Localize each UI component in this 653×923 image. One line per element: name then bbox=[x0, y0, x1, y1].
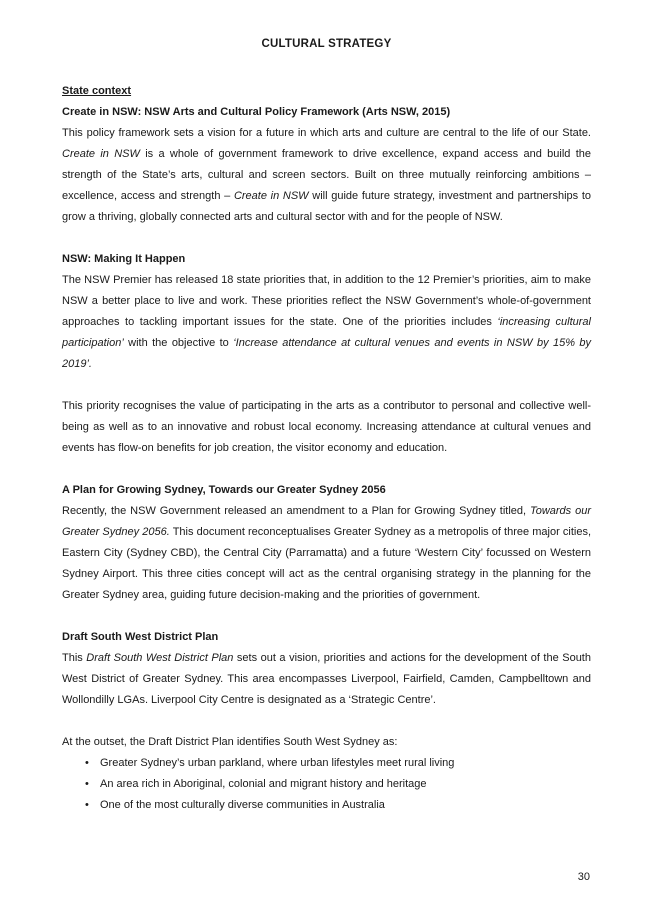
spacer bbox=[62, 711, 591, 732]
list-item-text: Greater Sydney’s urban parkland, where urban lifestyles meet rural living bbox=[100, 757, 455, 769]
section-making-it-happen bbox=[62, 249, 591, 459]
spacer bbox=[62, 228, 591, 249]
italic-title: Draft South West District Plan bbox=[86, 652, 234, 664]
list-item bbox=[62, 753, 591, 774]
italic-quote: ‘increasing cultural participation’ bbox=[62, 316, 591, 349]
italic-title: Towards our Greater Sydney 2056. bbox=[62, 505, 591, 538]
section-heading: A Plan for Growing Sydney, Towards our Greater Sydney 2056 bbox=[62, 484, 386, 496]
bullet-icon: • bbox=[85, 778, 89, 790]
text-run: This policy framework sets a vision for a future in which arts and culture are central to the life of our State. bbox=[62, 127, 591, 139]
text-run: with the objective to bbox=[123, 337, 234, 349]
section-heading: Draft South West District Plan bbox=[62, 631, 219, 643]
text-run: sets out a vision, priorities and actions for the development of the South West District of Greater Sydney. This area encompasses Liverpool, Fairfield, Camden, Campbelltown and Wollondilly LGAs. Liverpool City Centre is designated as a ‘Strategic Centre’. bbox=[62, 652, 591, 706]
section-paragraph bbox=[62, 123, 591, 228]
section-heading: NSW: Making It Happen bbox=[62, 253, 186, 265]
spacer bbox=[62, 459, 591, 480]
section-growing-sydney bbox=[62, 480, 591, 606]
italic-quote: ‘Increase attendance at cultural venues and events in NSW by 15% by 2019’. bbox=[62, 337, 591, 370]
spacer bbox=[62, 375, 591, 396]
spacer bbox=[62, 606, 591, 627]
italic-title: Create in NSW bbox=[62, 148, 140, 160]
text-run: is a whole of government framework to drive excellence, expand access and build the strength of the State’s arts, cultural and screen sectors. Built on three mutually reinforcing ambitions – excellence, access and strength – bbox=[62, 148, 592, 202]
italic-title: Create in NSW bbox=[233, 190, 309, 202]
text-run: This document reconceptualises Greater Sydney as a metropolis of three major cities, Eastern City (Sydney CBD), the Central City (Parramatta) and a future ‘Western City’ focussed on Western Sydney Airport. This three cities concept will act as the central organising strategy in the planning for the Greater Sydney area, guiding future decision-making and the priorities of government. bbox=[62, 526, 591, 601]
text-run: Recently, the NSW Government released an amendment to a Plan for Growing Sydney titled, bbox=[62, 505, 530, 517]
page-content bbox=[62, 81, 591, 816]
section-paragraph: At the outset, the Draft District Plan identifies South West Sydney as: bbox=[62, 736, 398, 748]
section-paragraph bbox=[62, 648, 591, 711]
bullet-icon: • bbox=[85, 799, 89, 811]
section-paragraph: This priority recognises the value of participating in the arts as a contributor to personal and collective well-being as well as to an innovative and robust local economy. Increasing attendance at cultural venues and events has flow-on benefits for job creation, the visitor economy and education. bbox=[62, 400, 591, 454]
text-run: This bbox=[62, 652, 87, 664]
bullet-list bbox=[62, 753, 591, 816]
list-item-text: An area rich in Aboriginal, colonial and migrant history and heritage bbox=[100, 778, 427, 790]
state-context-label: State context bbox=[62, 85, 132, 97]
section-paragraph bbox=[62, 270, 591, 375]
page-number: 30 bbox=[577, 871, 590, 883]
document-title: CULTURAL STRATEGY bbox=[261, 38, 392, 50]
text-run: The NSW Premier has released 18 state priorities that, in addition to the 12 Premier’s priorities, aim to make NSW a better place to live and work. These priorities reflect the NSW Government’s whole-of-government approaches to tackling important issues for the state. One of the priorities includes bbox=[62, 274, 591, 328]
list-item-text: One of the most culturally diverse communities in Australia bbox=[100, 799, 385, 811]
section-paragraph bbox=[62, 501, 591, 606]
section-heading: Create in NSW: NSW Arts and Cultural Policy Framework (Arts NSW, 2015) bbox=[62, 106, 451, 118]
list-item bbox=[62, 774, 591, 795]
list-item bbox=[62, 795, 591, 816]
section-create-in-nsw bbox=[62, 102, 591, 228]
text-run: will guide future strategy, investment and partnerships to grow a thriving, globally connected arts and cultural sector with and for the people of NSW. bbox=[62, 190, 592, 223]
bullet-icon: • bbox=[85, 757, 89, 769]
section-district-plan bbox=[62, 627, 591, 816]
